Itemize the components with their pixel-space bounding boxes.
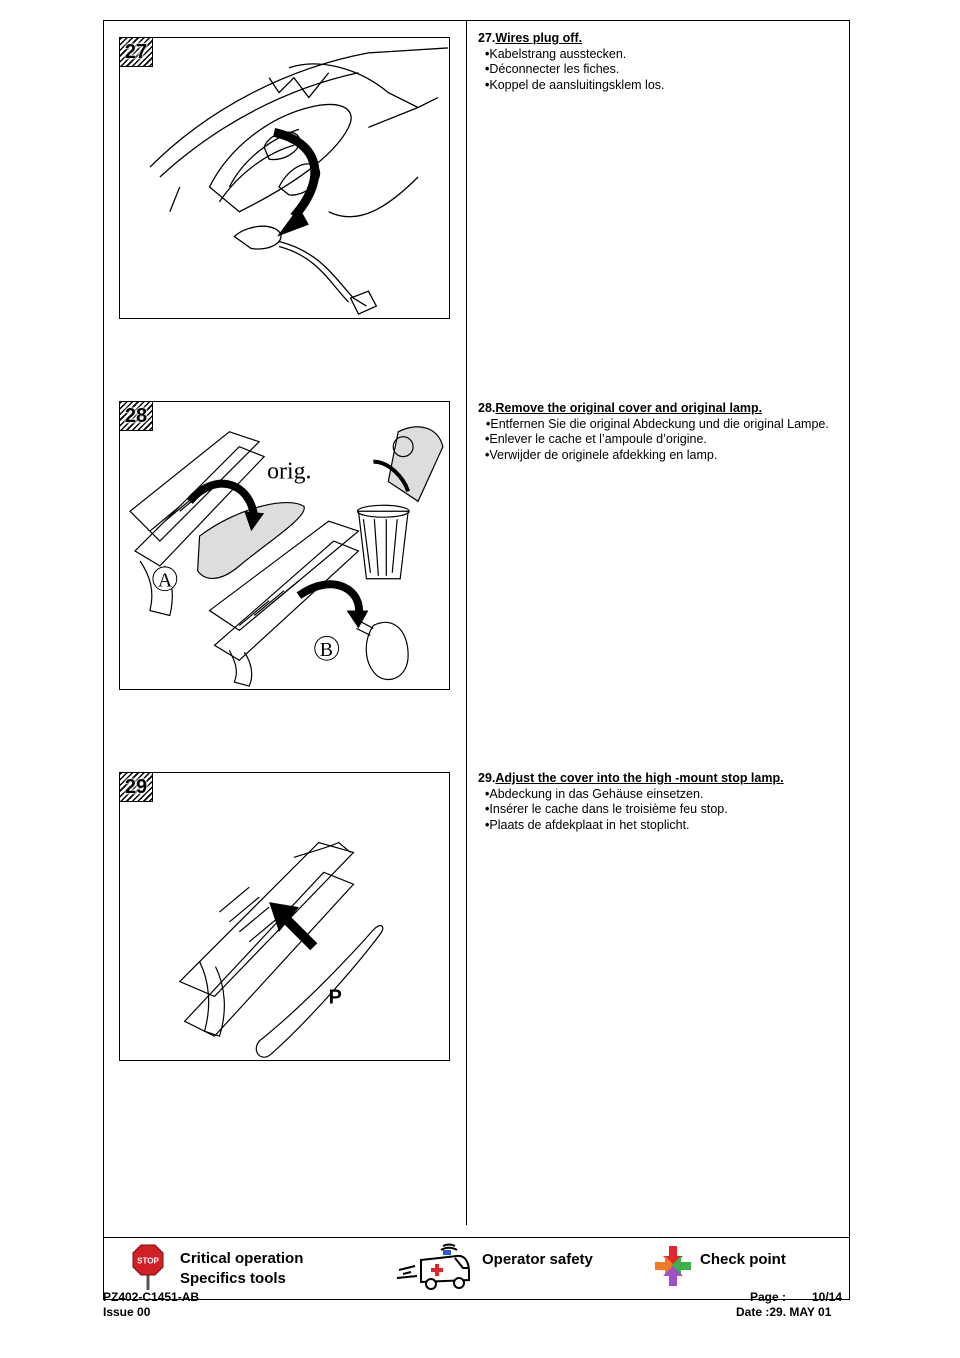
document-reference: PZ402-C1451-AB — [103, 1290, 200, 1304]
adjust-cover-illustration — [120, 773, 449, 1060]
legend-critical-operation: Critical operation — [180, 1250, 304, 1267]
figure-29 — [119, 772, 450, 1061]
list-item: •Insérer le cache dans le troisième feu stop. — [485, 802, 728, 816]
figure-28 — [119, 401, 450, 690]
step-title: Adjust the cover into the high -mount stop lamp. — [495, 771, 784, 785]
list-item: •Abdeckung in das Gehäuse einsetzen. — [485, 786, 704, 801]
orig-label: orig. — [267, 458, 312, 485]
column-divider — [466, 20, 467, 1225]
step-title: Wires plug off. — [495, 31, 583, 45]
figure-number-badge: 27 — [120, 38, 153, 67]
list-item: •Enlever le cache et l’ampoule d’origine. — [485, 432, 707, 446]
callout-b: B — [319, 639, 334, 662]
svg-text:STOP: STOP — [137, 1256, 159, 1266]
step-number: 29. — [478, 771, 496, 785]
stop-sign-icon — [132, 1244, 164, 1290]
page-label: Page : — [750, 1290, 787, 1304]
legend-check-point: Check point — [700, 1251, 786, 1268]
figure-number-badge: 28 — [120, 402, 153, 431]
issue-number: Issue 00 — [103, 1305, 151, 1319]
callout-p: P — [328, 986, 342, 1009]
check-point-icon — [655, 1246, 691, 1286]
list-item: •Déconnecter les fiches. — [485, 62, 620, 76]
list-item: •Plaats de afdekplaat in het stoplicht. — [485, 817, 690, 832]
list-item: •Kabelstrang ausstecken. — [485, 46, 627, 61]
footer-divider — [103, 1237, 850, 1238]
step-29-text — [478, 771, 838, 833]
callout-a: A — [157, 569, 173, 592]
remove-cover-and-lamp-illustration — [120, 402, 449, 689]
list-item: •Koppel de aansluitingsklem los. — [485, 77, 665, 92]
step-27-text — [478, 31, 838, 93]
legend-operator-safety: Operator safety — [482, 1251, 593, 1268]
step-28-text — [478, 401, 838, 463]
list-item: •Verwijder de originele afdekking en lamp. — [485, 447, 718, 462]
step-number: 27. — [478, 31, 496, 45]
wire-plug-illustration — [120, 38, 449, 318]
ambulance-icon — [395, 1242, 475, 1292]
document-date: Date :29. MAY 01 — [736, 1305, 832, 1319]
figure-number-badge: 29 — [120, 773, 153, 802]
legend-specifics-tools: Specifics tools — [180, 1270, 286, 1287]
step-title: Remove the original cover and original lamp. — [495, 401, 763, 415]
page-number: 10/14 — [812, 1290, 843, 1304]
list-item: •Entfernen Sie die original Abdeckung und die original Lampe. — [486, 416, 829, 431]
step-number: 28. — [478, 401, 496, 415]
figure-27 — [119, 37, 450, 319]
